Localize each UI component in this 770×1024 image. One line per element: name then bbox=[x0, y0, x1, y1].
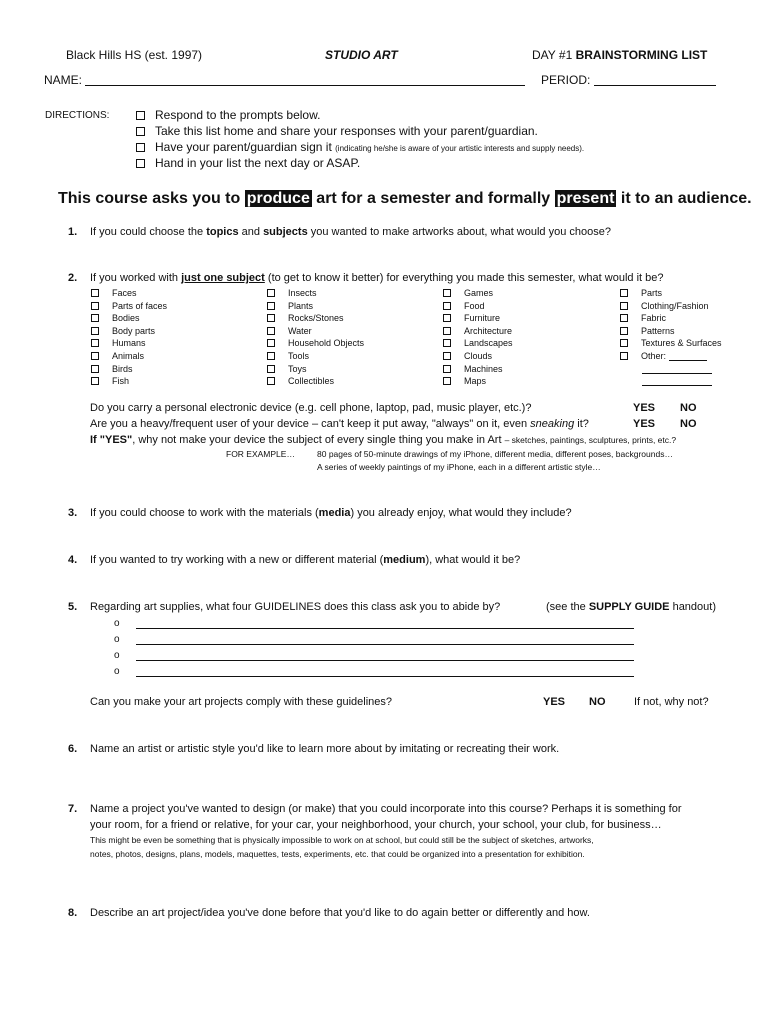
guideline-answer-line[interactable] bbox=[136, 676, 634, 677]
name-field[interactable] bbox=[44, 73, 525, 87]
checkbox[interactable] bbox=[443, 314, 451, 322]
option-label: Games bbox=[464, 288, 494, 298]
name-label: NAME: bbox=[44, 73, 83, 87]
example-label: FOR EXAMPLE… bbox=[226, 449, 295, 459]
course-title: STUDIO ART bbox=[325, 48, 398, 62]
q-text: If you could choose the bbox=[90, 226, 207, 238]
option-label: Parts bbox=[641, 288, 663, 298]
option-label: Textures & Surfaces bbox=[641, 338, 722, 349]
subject-option[interactable] bbox=[267, 300, 364, 313]
checkbox[interactable] bbox=[443, 289, 451, 297]
option-label: Bodies bbox=[112, 313, 140, 324]
bullet: o bbox=[114, 666, 120, 677]
question-7-note-1: This might be even be something that is physically impossible to work on at school, but could still be the subject of sketches, artworks, bbox=[90, 835, 594, 845]
subject-option[interactable] bbox=[91, 363, 167, 376]
option-label: Collectibles bbox=[288, 376, 335, 387]
option-label: Animals bbox=[112, 350, 145, 361]
checkbox[interactable] bbox=[267, 289, 275, 297]
subject-option[interactable] bbox=[443, 325, 513, 338]
option-label: Furniture bbox=[464, 313, 501, 324]
supply-guide-note bbox=[546, 601, 716, 613]
checkbox[interactable] bbox=[136, 111, 145, 120]
direction-item[interactable] bbox=[136, 124, 538, 138]
question-6: Name an artist or artistic style you'd like to learn more about by imitating or recreating their work. bbox=[90, 743, 560, 755]
option-label: Plants bbox=[288, 300, 314, 311]
headline-text: it to an audience. bbox=[616, 190, 752, 207]
option-label: Maps bbox=[464, 376, 487, 387]
direction-item[interactable] bbox=[136, 108, 320, 122]
checkbox[interactable] bbox=[620, 352, 628, 360]
option-label: Other: bbox=[641, 350, 667, 361]
name-blank[interactable] bbox=[85, 85, 525, 86]
option-label: Clothing/Fashion bbox=[641, 300, 709, 311]
direction-text: Have your parent/guardian sign it bbox=[155, 140, 332, 154]
option-label: Faces bbox=[112, 288, 137, 298]
guideline-answer-line[interactable] bbox=[136, 660, 634, 661]
checkbox[interactable] bbox=[91, 352, 99, 360]
checkbox[interactable] bbox=[443, 365, 451, 373]
checkbox[interactable] bbox=[267, 327, 275, 335]
direction-text: Hand in your list the next day or ASAP. bbox=[155, 156, 361, 170]
headline bbox=[58, 190, 752, 208]
checkbox[interactable] bbox=[136, 127, 145, 136]
day-title-text: BRAINSTORMING LIST bbox=[575, 48, 708, 62]
direction-item[interactable] bbox=[136, 156, 360, 170]
subject-option[interactable] bbox=[91, 287, 167, 300]
subject-option[interactable] bbox=[620, 312, 722, 325]
question-number: 2. bbox=[68, 272, 78, 284]
subject-option[interactable] bbox=[267, 337, 364, 350]
checkbox[interactable] bbox=[136, 143, 145, 152]
subject-column-2 bbox=[267, 287, 364, 388]
option-label: Body parts bbox=[112, 325, 156, 336]
subject-option[interactable] bbox=[443, 337, 513, 350]
checkbox[interactable] bbox=[91, 339, 99, 347]
day-title bbox=[532, 48, 707, 62]
checkbox[interactable] bbox=[136, 159, 145, 168]
other-blank[interactable] bbox=[642, 385, 712, 386]
subject-option[interactable] bbox=[91, 325, 167, 338]
headline-text: This course asks you to bbox=[58, 190, 245, 207]
school-name: Black Hills HS (est. 1997) bbox=[66, 48, 203, 62]
q-small: – sketches, paintings, sculptures, prints, etc.? bbox=[504, 435, 677, 445]
question-number: 8. bbox=[68, 907, 78, 919]
direction-note: (indicating he/she is aware of your artistic interests and supply needs). bbox=[335, 144, 585, 153]
yes-option[interactable]: YES bbox=[633, 402, 656, 414]
direction-text: Respond to the prompts below. bbox=[155, 108, 321, 122]
option-label: Patterns bbox=[641, 325, 675, 336]
checkbox[interactable] bbox=[620, 302, 628, 310]
q-bold: subjects bbox=[263, 226, 308, 238]
period-field[interactable] bbox=[541, 73, 716, 87]
subject-option[interactable] bbox=[620, 300, 722, 313]
question-2 bbox=[90, 272, 664, 284]
option-label: Architecture bbox=[464, 325, 513, 336]
question-7-line-1: Name a project you've wanted to design (or make) that you could incorporate into this course? Perhaps it is something for bbox=[90, 803, 682, 815]
question-number: 3. bbox=[68, 507, 78, 519]
no-option[interactable]: NO bbox=[680, 402, 697, 414]
example-1: 80 pages of 50-minute drawings of my iPhone, different media, different poses, backgrounds… bbox=[317, 449, 673, 459]
subject-option[interactable] bbox=[620, 287, 722, 300]
question-7-note-2: notes, photos, designs, plans, models, maquettes, tests, experiments, etc. that could be organized into a presentation for exhibition. bbox=[90, 849, 585, 859]
checkbox[interactable] bbox=[91, 289, 99, 297]
guideline-answer-line[interactable] bbox=[136, 628, 634, 629]
no-option[interactable]: NO bbox=[589, 696, 606, 708]
checkbox[interactable] bbox=[443, 302, 451, 310]
guideline-answer-line[interactable] bbox=[136, 644, 634, 645]
subject-option[interactable] bbox=[443, 312, 513, 325]
yes-option[interactable]: YES bbox=[543, 696, 566, 708]
device-question: Do you carry a personal electronic device (e.g. cell phone, laptop, pad, music player, etc.)? bbox=[90, 402, 532, 414]
subject-option[interactable] bbox=[443, 300, 513, 313]
question-number: 7. bbox=[68, 803, 78, 815]
checkbox[interactable] bbox=[267, 314, 275, 322]
question-number: 6. bbox=[68, 743, 78, 755]
subject-option[interactable] bbox=[267, 350, 364, 363]
subject-option[interactable] bbox=[267, 325, 364, 338]
checkbox[interactable] bbox=[91, 365, 99, 373]
checkbox[interactable] bbox=[443, 352, 451, 360]
if-not-prompt: If not, why not? bbox=[634, 696, 709, 708]
checkbox[interactable] bbox=[91, 314, 99, 322]
subject-column-1 bbox=[91, 287, 167, 388]
q-text: handout) bbox=[669, 601, 716, 613]
checkbox[interactable] bbox=[620, 327, 628, 335]
heavy-user-question bbox=[90, 418, 589, 430]
q-bold: If "YES" bbox=[90, 434, 133, 446]
option-label: Landscapes bbox=[464, 338, 513, 349]
q-bold: SUPPLY GUIDE bbox=[588, 601, 670, 613]
subject-option[interactable] bbox=[620, 325, 722, 338]
if-yes-prompt bbox=[90, 434, 676, 446]
checkbox[interactable] bbox=[620, 314, 628, 322]
q-text: and bbox=[238, 226, 264, 238]
other-blank[interactable] bbox=[642, 373, 712, 374]
checkbox[interactable] bbox=[620, 339, 628, 347]
q-bold: just one subject bbox=[181, 272, 265, 284]
checkbox[interactable] bbox=[91, 327, 99, 335]
subject-option[interactable] bbox=[443, 287, 513, 300]
checkbox[interactable] bbox=[443, 377, 451, 385]
other-line[interactable] bbox=[620, 375, 722, 388]
subject-option[interactable] bbox=[443, 350, 513, 363]
option-label: Clouds bbox=[464, 350, 493, 361]
subject-option[interactable] bbox=[267, 287, 364, 300]
yes-option[interactable]: YES bbox=[633, 418, 656, 430]
checkbox[interactable] bbox=[267, 377, 275, 385]
question-3 bbox=[90, 507, 572, 519]
subject-option[interactable] bbox=[443, 375, 513, 388]
checkbox[interactable] bbox=[443, 339, 451, 347]
question-5: Regarding art supplies, what four GUIDELINES does this class ask you to abide by? bbox=[90, 601, 501, 613]
direction-text: Take this list home and share your responses with your parent/guardian. bbox=[155, 124, 538, 138]
option-label: Household Objects bbox=[288, 338, 365, 349]
question-4 bbox=[90, 554, 520, 566]
q-text: it? bbox=[574, 418, 589, 430]
subject-column-3 bbox=[443, 287, 513, 388]
subject-option[interactable] bbox=[91, 337, 167, 350]
checkbox[interactable] bbox=[91, 302, 99, 310]
question-1 bbox=[90, 226, 611, 238]
directions-label: DIRECTIONS: bbox=[45, 110, 110, 121]
subject-option[interactable] bbox=[91, 350, 167, 363]
checkbox[interactable] bbox=[267, 302, 275, 310]
other-line[interactable] bbox=[620, 363, 722, 376]
bullet: o bbox=[114, 634, 120, 645]
q-text: If you wanted to try working with a new or different material ( bbox=[90, 554, 384, 566]
checkbox[interactable] bbox=[267, 352, 275, 360]
option-label: Water bbox=[288, 325, 312, 336]
q-text: If you worked with bbox=[90, 272, 182, 284]
q-text: , why not make your device the subject of every single thing you make in Art bbox=[132, 434, 502, 446]
other-blank[interactable] bbox=[669, 360, 707, 361]
option-label: Food bbox=[464, 300, 485, 311]
q-text: If you could choose to work with the materials ( bbox=[90, 507, 319, 519]
headline-highlight: produce bbox=[246, 190, 310, 207]
bullet: o bbox=[114, 650, 120, 661]
subject-option[interactable] bbox=[91, 375, 167, 388]
option-label: Rocks/Stones bbox=[288, 313, 344, 324]
subject-option[interactable] bbox=[91, 312, 167, 325]
q-text: (see the bbox=[546, 601, 589, 613]
checkbox[interactable] bbox=[620, 289, 628, 297]
q-text: you wanted to make artworks about, what would you choose? bbox=[307, 226, 611, 238]
q-text: Are you a heavy/frequent user of your device – can't keep it put away, "always" on it, even bbox=[90, 418, 531, 430]
subject-option[interactable] bbox=[91, 300, 167, 313]
example-2: A series of weekly paintings of my iPhone, each in a different artistic style… bbox=[317, 462, 601, 472]
option-label: Toys bbox=[288, 363, 307, 374]
comply-question: Can you make your art projects comply with these guidelines? bbox=[90, 696, 393, 708]
option-label: Fabric bbox=[641, 313, 667, 324]
q-bold: topics bbox=[206, 226, 239, 238]
period-blank[interactable] bbox=[594, 85, 716, 86]
question-number: 4. bbox=[68, 554, 78, 566]
headline-text: art for a semester and formally bbox=[311, 190, 555, 207]
option-label: Birds bbox=[112, 363, 133, 374]
checkbox[interactable] bbox=[443, 327, 451, 335]
direction-item[interactable] bbox=[136, 140, 584, 154]
subject-option[interactable] bbox=[443, 363, 513, 376]
question-7-line-2: your room, for a friend or relative, for your car, your neighborhood, your church, your school, your club, for business… bbox=[90, 819, 662, 831]
checkbox[interactable] bbox=[267, 365, 275, 373]
bullet: o bbox=[114, 618, 120, 629]
option-label: Fish bbox=[112, 376, 130, 387]
q-text: (to get to know it better) for everything you made this semester, what would it be? bbox=[264, 272, 664, 284]
subject-option[interactable] bbox=[267, 312, 364, 325]
q-bold: medium bbox=[383, 554, 426, 566]
checkbox[interactable] bbox=[91, 377, 99, 385]
period-label: PERIOD: bbox=[541, 73, 591, 87]
q-bold: media bbox=[318, 507, 351, 519]
no-option[interactable]: NO bbox=[680, 418, 697, 430]
option-label: Parts of faces bbox=[112, 300, 168, 311]
subject-option[interactable] bbox=[620, 337, 722, 350]
option-label: Tools bbox=[288, 350, 310, 361]
subject-option[interactable] bbox=[267, 363, 364, 376]
day-number: DAY #1 bbox=[532, 48, 576, 62]
checkbox[interactable] bbox=[267, 339, 275, 347]
option-label: Machines bbox=[464, 363, 503, 374]
option-label: Humans bbox=[112, 338, 146, 349]
question-8: Describe an art project/idea you've done before that you'd like to do again better or differently and how. bbox=[90, 907, 590, 919]
q-text: ) you already enjoy, what would they include? bbox=[350, 507, 572, 519]
subject-option[interactable] bbox=[267, 375, 364, 388]
subject-option[interactable] bbox=[620, 350, 722, 363]
q-text: ), what would it be? bbox=[425, 554, 521, 566]
headline-highlight: present bbox=[556, 190, 615, 207]
question-number: 1. bbox=[68, 226, 78, 238]
subject-column-4 bbox=[620, 287, 722, 388]
option-label: Insects bbox=[288, 288, 317, 298]
q-italic: sneaking bbox=[530, 418, 575, 430]
question-number: 5. bbox=[68, 601, 78, 613]
